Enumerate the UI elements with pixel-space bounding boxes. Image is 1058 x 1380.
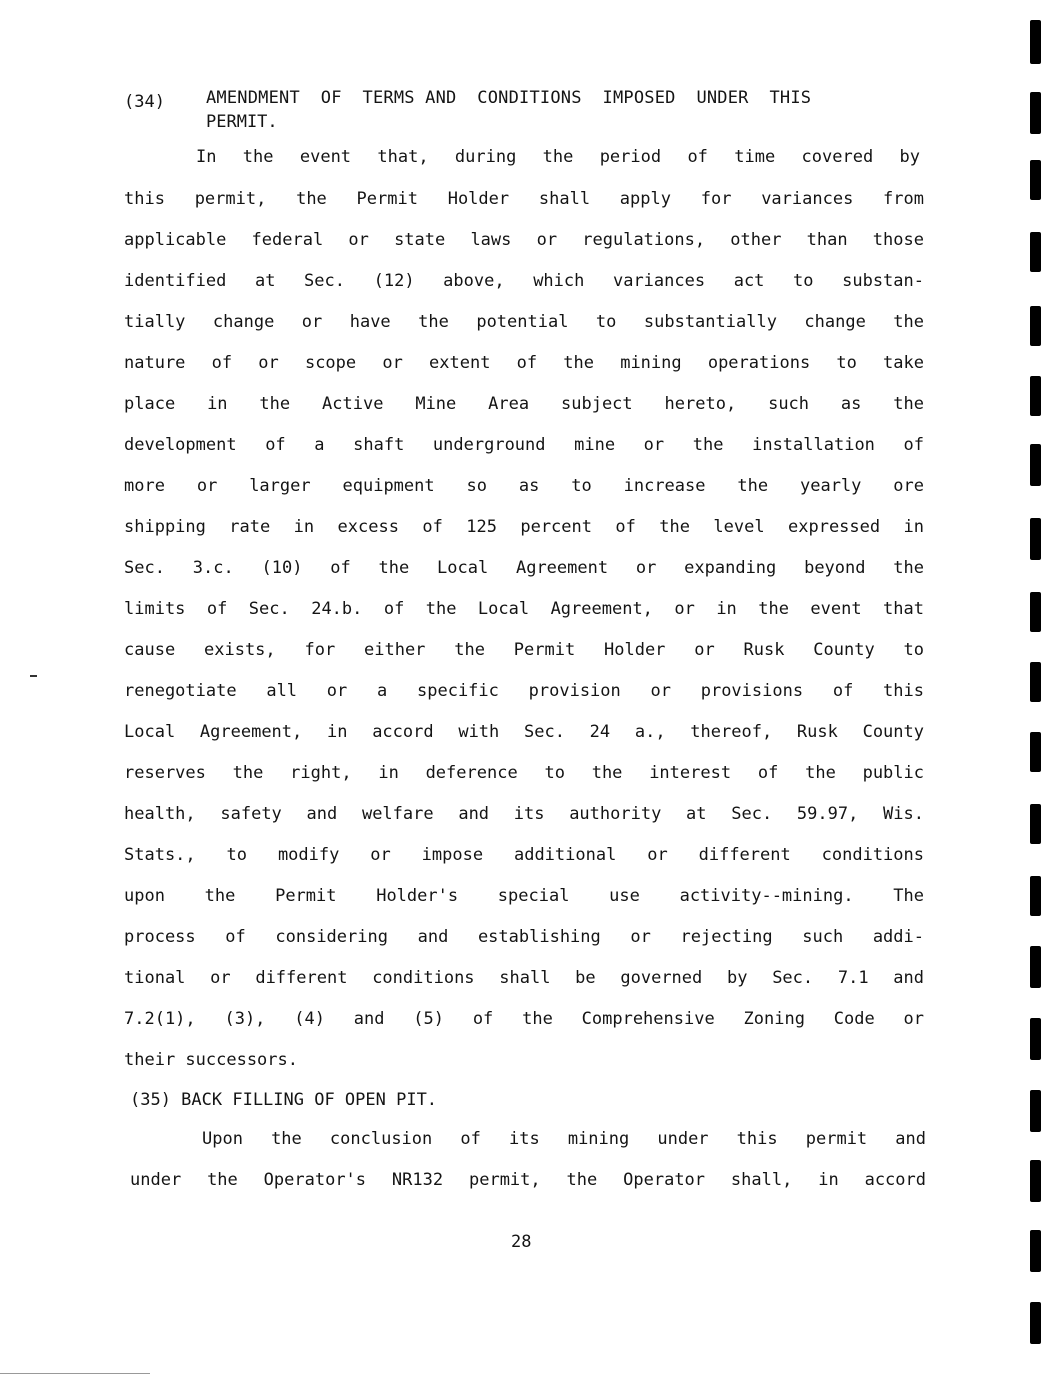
revision-bar bbox=[1030, 20, 1041, 64]
page-number: 28 bbox=[511, 1232, 532, 1252]
body-line: nature of or scope or extent of the mining operations to take bbox=[124, 353, 924, 373]
revision-bar bbox=[1030, 232, 1041, 272]
body-line: this permit, the Permit Holder shall apply for variances from bbox=[124, 189, 924, 209]
body-line: tional or different conditions shall be governed by Sec. 7.1 and bbox=[124, 968, 924, 988]
body-line: shipping rate in excess of 125 percent of the level expressed in bbox=[124, 517, 924, 537]
body-line: Upon the conclusion of its mining under this permit and bbox=[202, 1129, 926, 1149]
revision-bar bbox=[1030, 376, 1041, 416]
body-line: applicable federal or state laws or regulations, other than those bbox=[124, 230, 924, 250]
revision-bar bbox=[1030, 444, 1041, 486]
section-heading-continuation: PERMIT. bbox=[206, 112, 278, 132]
section-heading: (35) BACK FILLING OF OPEN PIT. bbox=[130, 1090, 438, 1110]
body-line: more or larger equipment so as to increase the yearly ore bbox=[124, 476, 924, 496]
body-line: Stats., to modify or impose additional or different conditions bbox=[124, 845, 924, 865]
body-line: limits of Sec. 24.b. of the Local Agreement, or in the event that bbox=[124, 599, 924, 619]
revision-bar bbox=[1030, 306, 1041, 346]
revision-bar bbox=[1030, 160, 1041, 200]
body-line: upon the Permit Holder's special use activity--mining. The bbox=[124, 886, 924, 906]
body-line: 7.2(1), (3), (4) and (5) of the Comprehensive Zoning Code or bbox=[124, 1009, 924, 1029]
body-line: their successors. bbox=[124, 1050, 298, 1070]
body-line: identified at Sec. (12) above, which variances act to substan- bbox=[124, 271, 924, 291]
revision-bar bbox=[1030, 1160, 1041, 1202]
revision-bar bbox=[1030, 662, 1041, 702]
revision-bar bbox=[1030, 92, 1041, 134]
body-line: cause exists, for either the Permit Holder or Rusk County to bbox=[124, 640, 924, 660]
section-heading: AMENDMENT OF TERMS AND CONDITIONS IMPOSED UNDER THIS bbox=[206, 88, 812, 108]
revision-bar bbox=[1030, 804, 1041, 844]
body-line: renegotiate all or a specific provision or provisions of this bbox=[124, 681, 924, 701]
revision-bar bbox=[1030, 1230, 1041, 1272]
revision-bar bbox=[1030, 1018, 1041, 1060]
body-line: health, safety and welfare and its authority at Sec. 59.97, Wis. bbox=[124, 804, 924, 824]
revision-bar bbox=[1030, 876, 1041, 916]
body-line: under the Operator's NR132 permit, the Operator shall, in accord bbox=[130, 1170, 926, 1190]
body-line: reserves the right, in deference to the interest of the public bbox=[124, 763, 924, 783]
body-line: tially change or have the potential to substantially change the bbox=[124, 312, 924, 332]
scan-mark bbox=[30, 675, 37, 677]
revision-bar bbox=[1030, 592, 1041, 632]
revision-bar bbox=[1030, 1302, 1041, 1344]
scan-edge-rule bbox=[0, 1373, 150, 1374]
revision-bar bbox=[1030, 732, 1041, 772]
body-line: Sec. 3.c. (10) of the Local Agreement or expanding beyond the bbox=[124, 558, 924, 578]
revision-bar bbox=[1030, 1090, 1041, 1132]
body-line: development of a shaft underground mine or the installation of bbox=[124, 435, 924, 455]
body-line: In the event that, during the period of time covered by bbox=[196, 147, 920, 167]
revision-bar bbox=[1030, 518, 1041, 560]
body-line: Local Agreement, in accord with Sec. 24 a., thereof, Rusk County bbox=[124, 722, 924, 742]
body-line: process of considering and establishing or rejecting such addi- bbox=[124, 927, 924, 947]
body-line: place in the Active Mine Area subject hereto, such as the bbox=[124, 394, 924, 414]
section-number: (34) bbox=[124, 92, 165, 112]
revision-bar bbox=[1030, 946, 1041, 988]
